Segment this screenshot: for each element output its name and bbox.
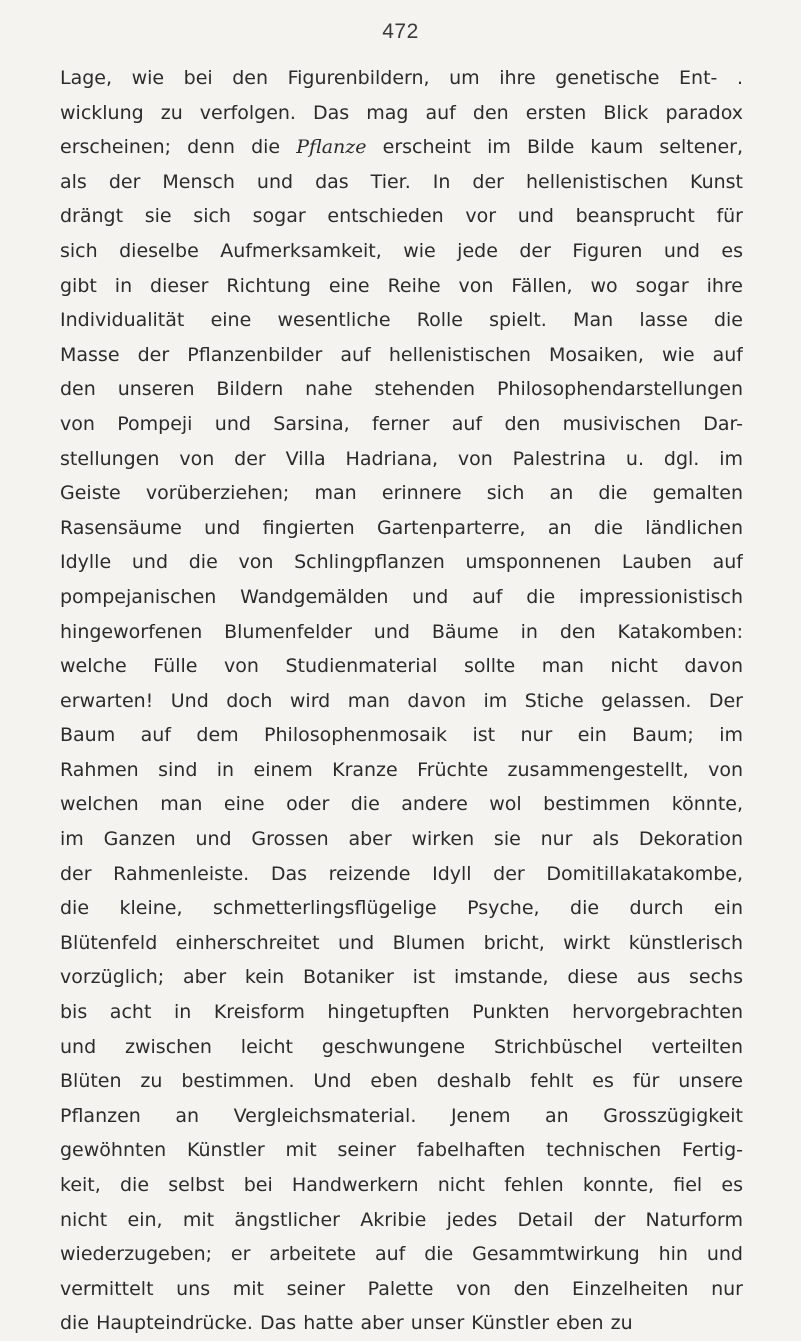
text-line: wiederzugeben; er arbeitete auf die Gesammtwirkung hin und (60, 1243, 743, 1266)
text-line: die kleine, schmetterlingsflügelige Psyche, die durch ein (60, 897, 743, 920)
page-number: 472 (382, 20, 419, 43)
text-line: Blütenfeld einherschreitet und Blumen bricht, wirkt künstlerisch (60, 931, 743, 954)
text-line: welchen man eine oder die andere wol bestimmen könnte, (60, 793, 743, 816)
text-line: vermittelt uns mit seiner Palette von den Einzelheiten nur (60, 1277, 743, 1300)
text-line: stellungen von der Villa Hadriana, von Palestrina u. dgl. im (60, 447, 743, 470)
text-line: Individualität eine wesentliche Rolle spielt. Man lasse die (60, 309, 743, 332)
text-line: erwarten! Und doch wird man davon im Stiche gelassen. Der (60, 689, 743, 712)
text-line: Lage, wie bei den Figurenbildern, um ihre genetische Ent- . (60, 67, 743, 89)
text-line: als der Mensch und das Tier. In der hellenistischen Kunst (60, 170, 743, 193)
text-line: gibt in dieser Richtung eine Reihe von Fällen, wo sogar ihre (60, 274, 743, 297)
text-line: im Ganzen und Grossen aber wirken sie nur als Dekoration (60, 828, 743, 851)
body-text (60, 61, 743, 1341)
text-line: bis acht in Kreisform hingetupften Punkten hervorgebrachten (60, 1001, 743, 1024)
text-line: sich dieselbe Aufmerksamkeit, wie jede der Figuren und es (60, 239, 743, 262)
text-line: Idylle und die von Schlingpflanzen umsponnenen Lauben auf (60, 551, 743, 574)
text-line: gewöhnten Künstler mit seiner fabelhaften technischen Fertig- (60, 1139, 743, 1162)
text-line: pompejanischen Wandgemälden und auf die impressionistisch (60, 585, 743, 608)
text-line: vorzüglich; aber kein Botaniker ist imstande, diese aus sechs (60, 966, 743, 989)
text-line: welche Fülle von Studienmaterial sollte man nicht davon (60, 655, 743, 678)
text-line: Masse der Pflanzenbilder auf hellenistischen Mosaiken, wie auf (60, 343, 743, 366)
text-line: hingeworfenen Blumenfelder und Bäume in den Katakomben: (60, 620, 743, 643)
text-line: und zwischen leicht geschwungene Strichbüschel verteilten (60, 1035, 743, 1058)
text-line: drängt sie sich sogar entschieden vor und beansprucht für (60, 205, 743, 228)
text-line: Rahmen sind in einem Kranze Früchte zusammengestellt, von (60, 758, 743, 781)
text-line: Blüten zu bestimmen. Und eben deshalb fehlt es für unsere (60, 1070, 743, 1093)
text-line: die Haupteindrücke. Das hatte aber unser Künstler eben zu (60, 1312, 633, 1335)
text-line: Rasensäume und fingierten Gartenparterre, an die ländlichen (60, 516, 743, 539)
italic-word: Pflanze (296, 136, 367, 159)
text-line: nicht ein, mit ängstlicher Akribie jedes Detail der Naturform (60, 1208, 743, 1231)
text-line: der Rahmenleiste. Das reizende Idyll der Domitillakatakombe, (60, 862, 743, 885)
text-line: den unseren Bildern nahe stehenden Philosophendarstellungen (60, 378, 743, 401)
text-line: erscheinen; denn die Pflanze erscheint im Bilde kaum seltener, (60, 136, 743, 159)
text-line: wicklung zu verfolgen. Das mag auf den ersten Blick paradox (60, 101, 743, 124)
text-line: keit, die selbst bei Handwerkern nicht fehlen konnte, fiel es (60, 1174, 743, 1196)
text-line: Geiste vorüberziehen; man erinnere sich an die gemalten (60, 482, 743, 505)
text-line: von Pompeji und Sarsina, ferner auf den musivischen Dar- (60, 412, 743, 435)
text-line: Baum auf dem Philosophenmosaik ist nur ein Baum; im (60, 724, 743, 747)
text-line: Pflanzen an Vergleichsmaterial. Jenem an Grosszügigkeit (60, 1104, 743, 1127)
